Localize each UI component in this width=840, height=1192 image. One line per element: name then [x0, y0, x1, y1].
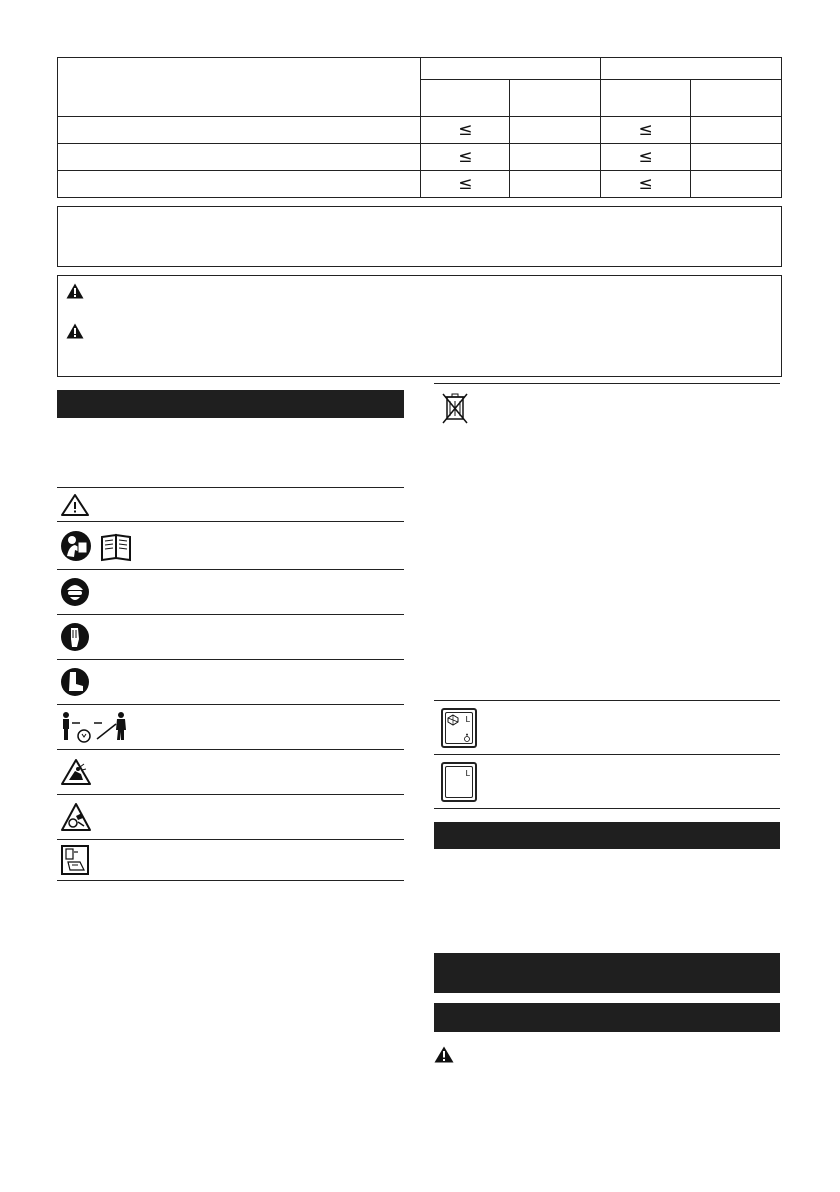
- table-header-row: [58, 58, 782, 80]
- thrown-objects-icon: [60, 758, 92, 786]
- less-equal-symbol: ≤: [421, 144, 510, 171]
- table-header-cell: [58, 58, 421, 117]
- section-heading-bar: [434, 953, 780, 993]
- divider: [434, 383, 780, 384]
- table-row: [58, 117, 782, 144]
- table-cell: [58, 144, 421, 171]
- table-cell: [58, 117, 421, 144]
- warning-box: [57, 275, 782, 377]
- divider: [434, 700, 780, 701]
- list-item: [57, 569, 404, 614]
- table-header-cell: [421, 80, 510, 117]
- table-header-cell: [421, 58, 601, 80]
- list-item: [57, 659, 404, 704]
- read-manual-icon: [60, 529, 150, 563]
- table-cell: [510, 144, 601, 171]
- table-cell: [691, 144, 782, 171]
- list-item: [57, 749, 404, 794]
- warning-triangle-icon: [66, 283, 84, 299]
- crossed-bin-icon: [440, 391, 470, 425]
- table-header-cell: [601, 80, 691, 117]
- warning-triangle-icon: [66, 323, 84, 339]
- rotating-blade-hazard-icon: [60, 802, 92, 832]
- less-equal-symbol: ≤: [601, 171, 691, 198]
- table-row: [58, 171, 782, 198]
- keep-distance-15m-icon: [60, 710, 140, 744]
- less-equal-symbol: ≤: [601, 144, 691, 171]
- less-equal-symbol: ≤: [421, 117, 510, 144]
- section-heading-bar: [434, 822, 780, 849]
- less-equal-symbol: ≤: [421, 171, 510, 198]
- helmet-goggles-ear-protection-icon: [60, 576, 90, 608]
- table-cell: [510, 117, 601, 144]
- battery-manual-icon: [60, 844, 90, 876]
- section-heading-bar: [434, 1003, 780, 1032]
- warning-row: [66, 323, 84, 339]
- list-item: [57, 704, 404, 749]
- list-item: [57, 521, 404, 569]
- list-item: [57, 487, 404, 521]
- table-row: [58, 144, 782, 171]
- divider: [434, 808, 780, 809]
- lwa-label: L: [465, 715, 470, 724]
- divider: [434, 754, 780, 755]
- table-header-cell: [691, 80, 782, 117]
- table-cell: [510, 171, 601, 198]
- sound-power-label-icon: [441, 708, 477, 748]
- wear-boots-icon: [60, 666, 90, 698]
- spec-table: [57, 57, 782, 198]
- list-item: [57, 794, 404, 839]
- table-cell: [691, 117, 782, 144]
- table-header-cell: [601, 58, 782, 80]
- symbols-list: [57, 487, 404, 881]
- lwa-label: L: [465, 769, 470, 778]
- table-header-cell: [510, 80, 601, 117]
- warning-triangle-icon: [434, 1046, 454, 1063]
- warning-row: [66, 283, 84, 299]
- sound-power-label-icon: [441, 762, 477, 802]
- less-equal-symbol: ≤: [601, 117, 691, 144]
- table-cell: [58, 171, 421, 198]
- table-cell: [691, 171, 782, 198]
- wear-gloves-icon: [60, 621, 90, 653]
- section-heading-bar: [57, 390, 404, 418]
- list-item: [57, 614, 404, 659]
- list-item: [57, 839, 404, 881]
- note-box: [57, 206, 782, 267]
- warning-triangle-icon: [60, 493, 90, 517]
